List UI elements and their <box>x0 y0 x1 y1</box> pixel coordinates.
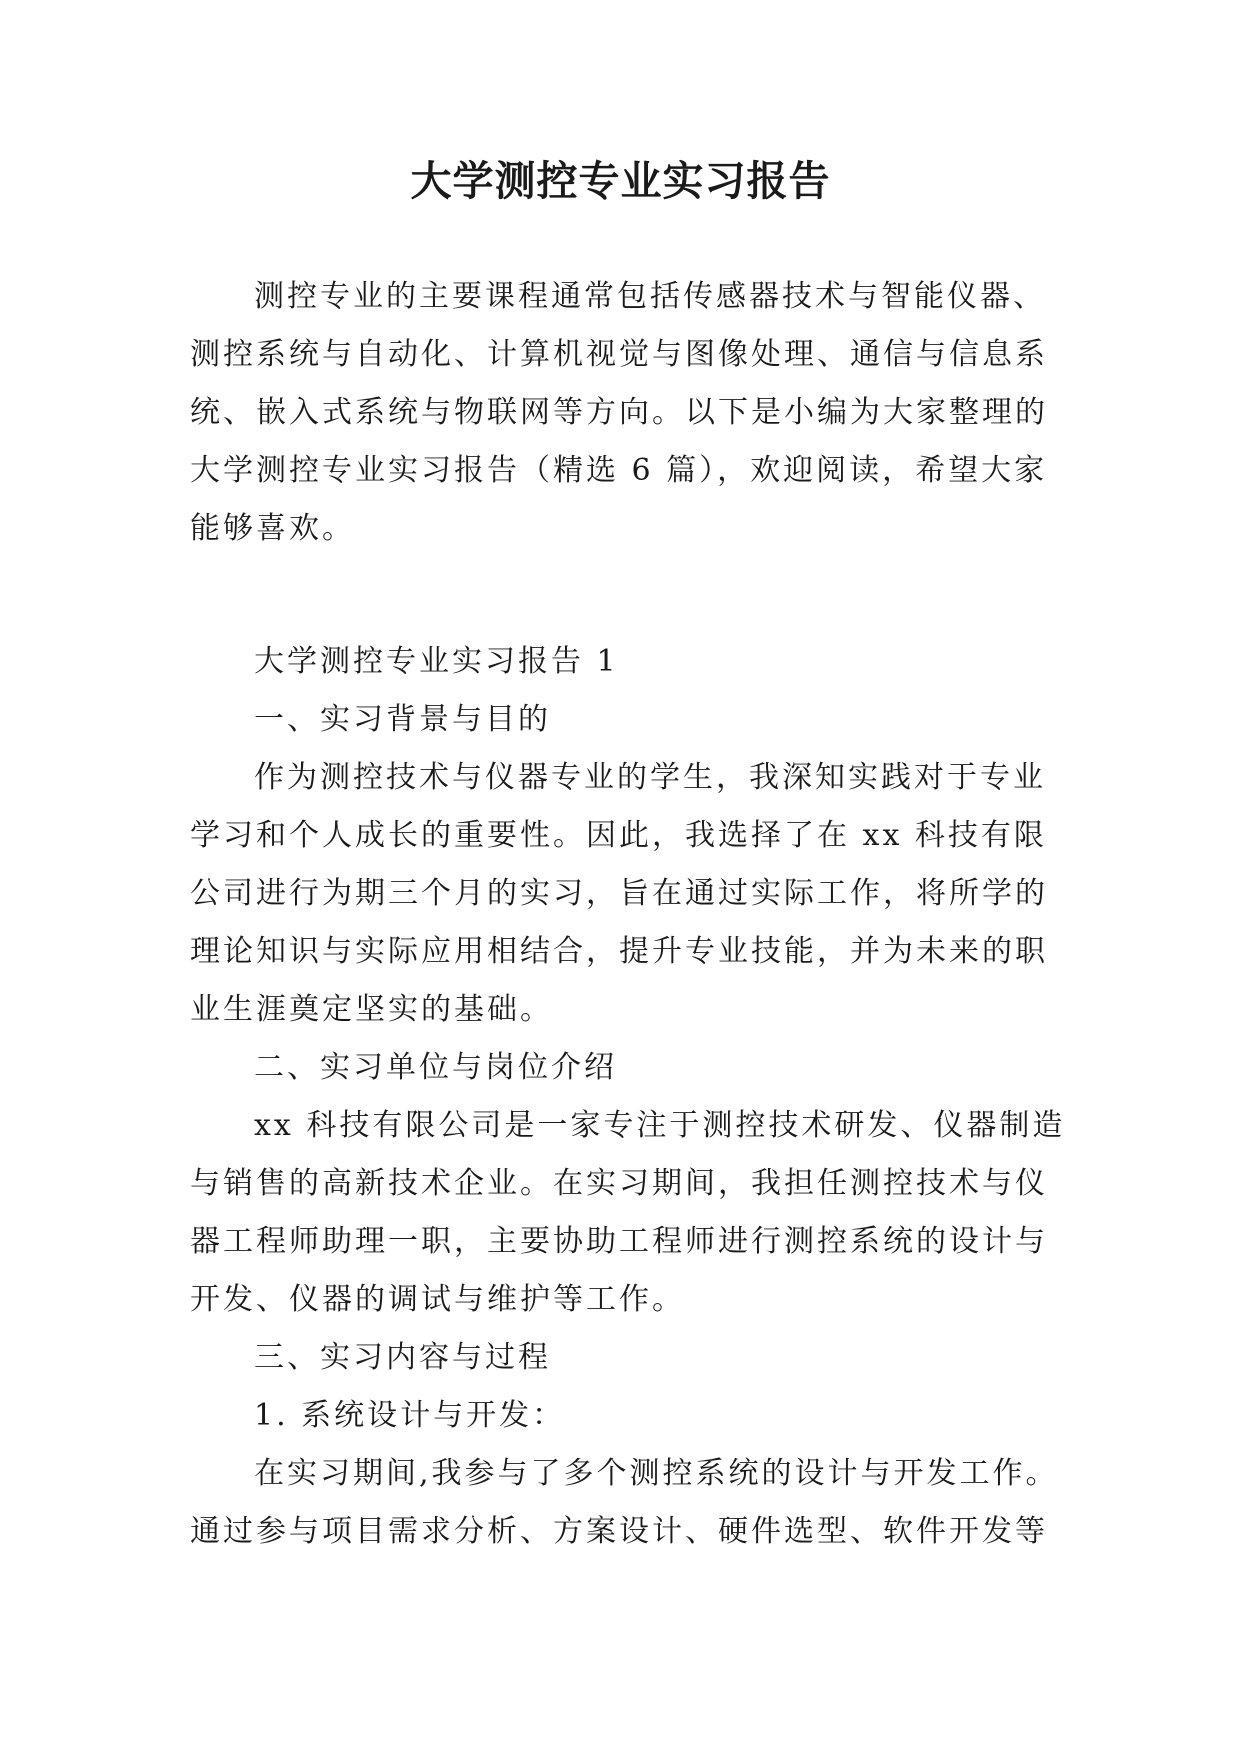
document-title: 大学测控专业实习报告 <box>410 157 831 205</box>
section2-line: 器工程师助理一职，主要协助工程师进行测控系统的设计与 <box>190 1224 1048 1259</box>
section1-line: 作为测控技术与仪器专业的学生，我深知实践对于专业 <box>254 760 1046 795</box>
intro-line: 统、嵌入式系统与物联网等方向。以下是小编为大家整理的 <box>190 395 1048 430</box>
intro-line: 测控系统与自动化、计算机视觉与图像处理、通信与信息系 <box>190 337 1048 372</box>
section3-paragraph <box>190 1445 1070 1561</box>
section3-line: 在实习期间,我参与了多个测控系统的设计与开发工作。 <box>254 1456 1059 1491</box>
report-heading: 大学测控专业实习报告 1 <box>254 644 619 679</box>
section3-subheading: 1. 系统设计与开发： <box>254 1398 566 1433</box>
section2-paragraph <box>190 1097 1070 1329</box>
intro-line: 大学测控专业实习报告（精选 6 篇），欢迎阅读，希望大家 <box>190 453 1048 488</box>
section1-line: 理论知识与实际应用相结合，提升专业技能，并为未来的职 <box>190 934 1048 969</box>
intro-line: 能够喜欢。 <box>190 511 355 546</box>
section1-line: 学习和个人成长的重要性。因此，我选择了在 xx 科技有限 <box>190 818 1047 853</box>
section2-heading: 二、实习单位与岗位介绍 <box>254 1050 617 1085</box>
section1-line: 公司进行为期三个月的实习，旨在通过实际工作，将所学的 <box>190 876 1048 911</box>
section3-heading: 三、实习内容与过程 <box>254 1340 551 1375</box>
intro-paragraph <box>190 268 1070 558</box>
section2-line: 开发、仪器的调试与维护等工作。 <box>190 1282 685 1317</box>
section2-line: 与销售的高新技术企业。在实习期间，我担任测控技术与仪 <box>190 1166 1048 1201</box>
section1-paragraph <box>190 749 1070 1039</box>
section3-line: 通过参与项目需求分析、方案设计、硬件选型、软件开发等 <box>190 1514 1048 1549</box>
section2-line: xx 科技有限公司是一家专注于测控技术研发、仪器制造 <box>254 1108 1066 1143</box>
section1-heading: 一、实习背景与目的 <box>254 702 551 737</box>
intro-line: 测控专业的主要课程通常包括传感器技术与智能仪器、 <box>254 279 1046 314</box>
section1-line: 业生涯奠定坚实的基础。 <box>190 992 553 1027</box>
